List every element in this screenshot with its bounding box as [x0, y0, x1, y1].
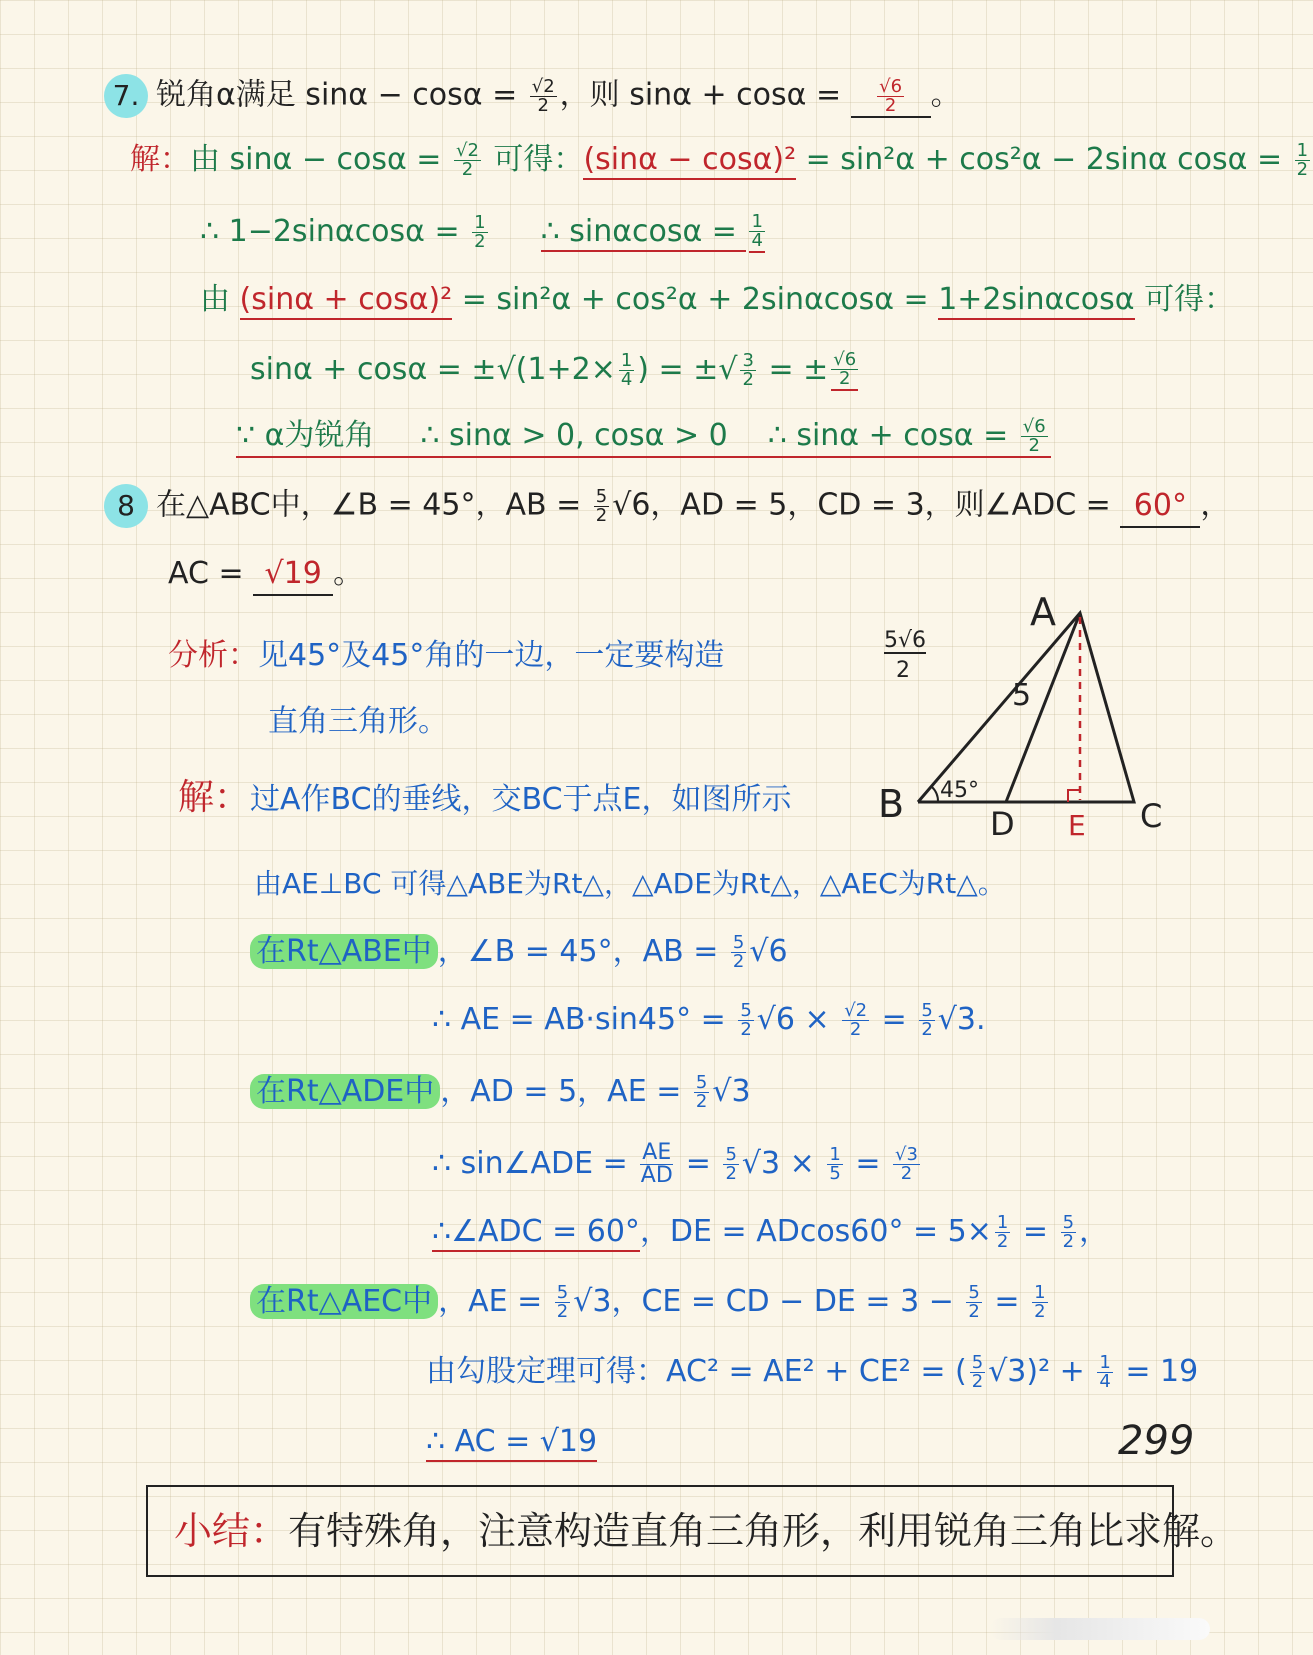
label-angle-45: 45°	[940, 778, 979, 803]
solution-label: 解：	[130, 142, 190, 177]
p7-number-badge: 7.	[104, 74, 148, 118]
label-a: A	[1030, 590, 1056, 634]
label-e: E	[1068, 809, 1086, 842]
highlight-rt-aec: 在Rt△AEC中	[250, 1284, 438, 1319]
p8-solution-line-1: 解：过A作BC的垂线，交BC于点E，如图所示	[178, 777, 792, 818]
p7-solution-line-4: sinα + cosα = ±√(1+2× $\frac{1}{4}$ ) = ±√ $\frac{3}{2}$ = ± $\frac{√6}{2}$	[250, 348, 857, 390]
label-c: C	[1140, 797, 1163, 835]
p8-answer-angle: 60°	[1120, 486, 1200, 528]
p8-solution-line-2: 由AE⊥BC 可得△ABE为Rt△，△ADE为Rt△，△AEC为Rt△。	[254, 867, 1006, 900]
p8-question-line-2: AC = √19 。	[168, 554, 363, 596]
p7-answer: $\frac{√6}{2}$	[851, 76, 931, 118]
p7-solution-line-2: ∴ 1−2sinαcosα = $\frac{1}{2}$ ∴ sinαcosα = $\frac{1}{4}$	[200, 210, 763, 252]
p8-solution-line-6: ∴ sin∠ADE = $\frac{AE}{AD}$ = $\frac{5}{2}$ √3 × $\frac{1}{5}$ = $\frac{√3}{2}$	[432, 1140, 918, 1188]
angle-b-arc	[932, 787, 938, 802]
p8-solution-line-3: 在Rt△ABE中 ，∠B = 45°，AB = $\frac{5}{2}$ √6	[250, 932, 788, 972]
p8-solution-line-4: ∴ AE = AB·sin45° = $\frac{5}{2}$ √6 × $\frac{√2}{2}$ = $\frac{5}{2}$ √3.	[432, 1000, 986, 1040]
p8-solution-line-7: ∴∠ADC = 60°，DE = ADcos60° = 5× $\frac{1}{2}$ = $\frac{5}{2}$ ，	[432, 1212, 1110, 1252]
solution-label: 解：	[178, 777, 251, 818]
right-angle-mark	[1068, 790, 1080, 802]
highlight-rt-ade: 在Rt△ADE中	[250, 1074, 440, 1109]
p7-solution-line-5: ∵ α为锐角 ∴ sinα > 0, cosα > 0 ∴ sinα + cosα = $\frac{√6}{2}$	[236, 416, 1051, 458]
p8-solution-line-9: 由勾股定理可得：AC² = AE² + CE² = ( $\frac{5}{2}$ √3)² + $\frac{1}{4}$ = 19	[426, 1352, 1199, 1392]
highlight-rt-abe: 在Rt△ABE中	[250, 934, 438, 969]
p8-number-badge: 8	[104, 484, 148, 528]
p7-solution-line-3: 由 (sinα + cosα)² = sin²α + cos²α + 2sinαcosα = 1+2sinαcosα 可得：	[200, 280, 1234, 320]
p8-solution-line-5: 在Rt△ADE中 ，AD = 5，AE = $\frac{5}{2}$ √3	[250, 1072, 751, 1112]
triangle-diagram	[862, 590, 1163, 843]
p8-solution-line-10: ∴ AC = √19	[426, 1422, 597, 1462]
p8-analysis-line-2: 直角三角形。	[268, 704, 448, 739]
summary-label: 小结：	[174, 1509, 289, 1553]
summary-text: 有特殊角，注意构造直角三角形，利用锐角三角比求解。	[288, 1509, 1239, 1553]
p8-answer-ac: √19	[253, 554, 333, 596]
watermark-bar	[990, 1618, 1210, 1640]
label-ab-numerator: 5√6	[884, 628, 927, 653]
label-ad-5: 5	[1012, 678, 1032, 713]
label-b: B	[878, 782, 905, 826]
p7-question: 7. 锐角α满足 sinα − cosα = $\frac{√2}{2}$ ，则 sinα + cosα = $\frac{√6}{2}$ 。	[104, 74, 961, 118]
analysis-label: 分析：	[168, 638, 258, 673]
p8-solution-line-8: 在Rt△AEC中 ，AE = $\frac{5}{2}$ √3，CE = CD − DE = 3 − $\frac{5}{2}$ = $\frac{1}{2}$	[250, 1282, 1051, 1322]
p8-analysis-line-1: 分析：见45°及45°角的一边，一定要构造	[168, 638, 725, 673]
p8-question-line-1: 8 在△ABC中，∠B = 45°，AB = $\frac{5}{2}$ √6，AD = 5，CD = 3，则∠ADC = 60° ，	[104, 484, 1230, 528]
summary-box	[146, 1485, 1239, 1577]
page-number: 299	[1118, 1418, 1195, 1464]
label-ab-denominator: 2	[896, 658, 910, 683]
p7-solution-line-1: 解：由 sinα − cosα = $\frac{√2}{2}$ 可得：(sinα − cosα)² = sin²α + cos²α − 2sinα cosα = $\frac{1}{2}$	[130, 140, 1309, 180]
label-d: D	[990, 805, 1015, 843]
